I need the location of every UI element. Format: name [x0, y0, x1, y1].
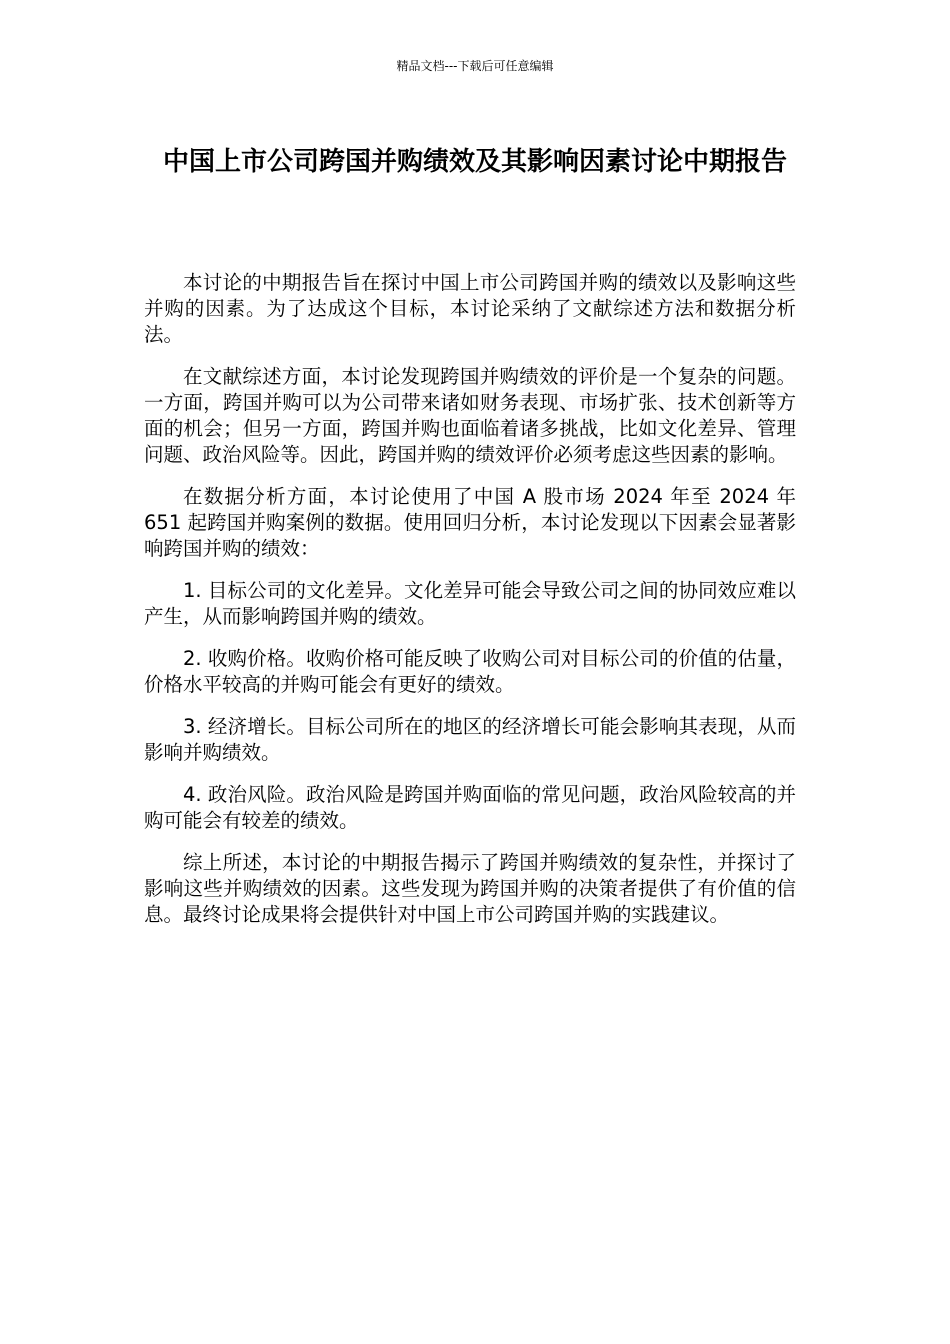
list-item-political-risk: 4. 政治风险。政治风险是跨国并购面临的常见问题，政治风险较高的并购可能会有较差的绩效。 [144, 783, 796, 832]
list-item-economic-growth: 3. 经济增长。目标公司所在的地区的经济增长可能会影响其表现，从而影响并购绩效。 [144, 715, 796, 764]
paragraph-conclusion: 综上所述，本讨论的中期报告揭示了跨国并购绩效的复杂性，并探讨了影响这些并购绩效的因素。这些发现为跨国并购的决策者提供了有价值的信息。最终讨论成果将会提供针对中国上市公司跨国并购的实践建议。 [144, 851, 796, 926]
document-title: 中国上市公司跨国并购绩效及其影响因素讨论中期报告 [162, 147, 787, 177]
paragraph-data-analysis: 在数据分析方面，本讨论使用了中国 A 股市场 2024 年至 2024 年 651 起跨国并购案例的数据。使用回归分析，本讨论发现以下因素会显著影响跨国并购的绩效： [144, 485, 796, 560]
paragraph-intro: 本讨论的中期报告旨在探讨中国上市公司跨国并购的绩效以及影响这些并购的因素。为了达成这个目标，本讨论采纳了文献综述方法和数据分析法。 [144, 271, 796, 346]
document-body [144, 270, 796, 944]
list-item-acquisition-price: 2. 收购价格。收购价格可能反映了收购公司对目标公司的价值的估量，价格水平较高的并购可能会有更好的绩效。 [144, 647, 796, 696]
paragraph-literature-review: 在文献综述方面，本讨论发现跨国并购绩效的评价是一个复杂的问题。一方面，跨国并购可以为公司带来诸如财务表现、市场扩张、技术创新等方面的机会；但另一方面，跨国并购也面临着诸多挑战，比如文化差异、管理问题、政治风险等。因此，跨国并购的绩效评价必须考虑这些因素的影响。 [144, 365, 796, 466]
list-item-cultural-difference: 1. 目标公司的文化差异。文化差异可能会导致公司之间的协同效应难以产生，从而影响跨国并购的绩效。 [144, 579, 796, 628]
header-watermark: 精品文档---下载后可任意编辑 [396, 59, 554, 73]
